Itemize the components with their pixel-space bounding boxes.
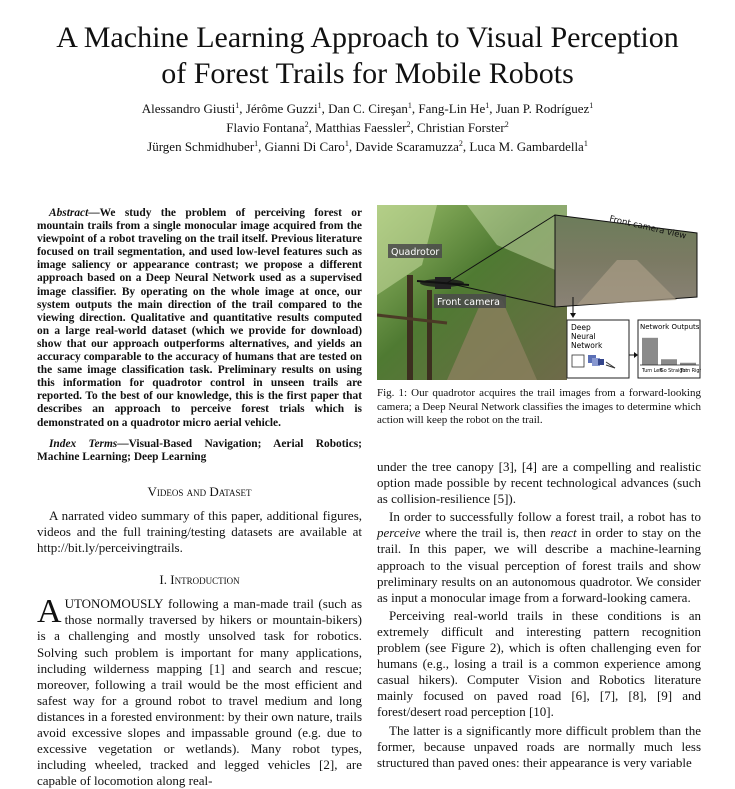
author: Jürgen Schmidhuber: [147, 139, 255, 154]
section-heading-introduction: I. Introduction: [159, 572, 240, 588]
affiliation-mark: 2: [504, 120, 509, 129]
author: Juan P. Rodríguez: [495, 101, 590, 116]
author-line-3: Jürgen Schmidhuber$^1$, Gianni Di Caro$^1$, Davide Scaramuzza$^2$, Luca M. Gambardella$^1$: [147, 139, 588, 154]
dnn-label-2: Neural: [571, 332, 596, 341]
right-column: [377, 459, 701, 771]
affiliation-mark: 1: [583, 139, 588, 148]
affiliation-mark: 2: [458, 139, 463, 148]
drop-cap: A: [37, 593, 62, 631]
affiliation-mark: 1: [317, 101, 322, 110]
paragraph: The latter is a significantly more difficult problem than the former, because unpaved roads are normally much less structured than paved ones: their appearance is very variable: [377, 722, 701, 770]
paper-title: [0, 20, 735, 92]
text-run: where the trail is, then: [420, 525, 551, 541]
paragraph: Perceiving real-world trails in these conditions is an extremely difficult and interesting pattern recognition problem (see Figure 2), which is often challenging even for humans (e.g., losing a trail is a common experience among casual hikers). Computer Vision and Robotics literature mainly focused on paved road [6], [7], [8], [9] and forest/desert road perception [10].: [377, 607, 701, 720]
fence-post: [427, 290, 432, 380]
text-run: in order to stay on the trail. In this paper, we will describe a machine-learning approach to the visual perception of forest trails and show preliminary results on an autonomous quadrotor. We consider as input a monocular image from a forward-looking camera.: [377, 525, 701, 605]
paragraph: [377, 509, 701, 606]
affiliation-mark: 2: [406, 120, 411, 129]
abstract: [37, 207, 362, 430]
affiliation-mark: 1: [589, 101, 594, 110]
fence-post: [407, 275, 413, 380]
emphasis: react: [550, 525, 577, 541]
output-label-straight: Go Straight: [660, 369, 688, 374]
affiliation-mark: 1: [407, 101, 412, 110]
intro-first-word: UTONOMOUSLY: [64, 596, 164, 612]
index-terms: [37, 438, 362, 464]
dnn-label-3: Network: [571, 341, 603, 350]
camera-view-label: Front camera view: [608, 214, 688, 242]
author: Luca M. Gambardella: [469, 139, 584, 154]
figure-1-graphic: [377, 205, 701, 380]
figure-1-caption: Fig. 1: Our quadrotor acquires the trail images from a forward-looking camera; a Deep Neural Network classifies the images to determine which action will keep the robot on the trail.: [377, 387, 701, 426]
dnn-input-square: [572, 355, 584, 367]
author: Flavio Fontana: [226, 120, 305, 135]
left-column: [37, 207, 362, 789]
author: Christian Forster: [416, 120, 505, 135]
intro-paragraph: [37, 593, 362, 789]
emphasis: perceive: [377, 525, 421, 541]
author: Alessandro Giusti: [141, 101, 236, 116]
author: Fang-Lin He: [418, 101, 486, 116]
affiliation-mark: 1: [485, 101, 490, 110]
text-run: In order to successfully follow a forest trail, a robot has to: [389, 509, 701, 525]
quadrotor-label: Quadrotor: [391, 247, 440, 258]
affiliation-mark: 2: [304, 120, 309, 129]
front-camera-label: Front camera: [437, 297, 500, 308]
figure-1: [377, 205, 701, 380]
author: Jérôme Guzzi: [245, 101, 318, 116]
videos-paragraph: A narrated video summary of this paper, additional figures, videos and the full training/testing datasets are available at http://bit.ly/perceivingtrails.: [37, 507, 362, 556]
index-terms-text: —Visual-Based Navigation; Aerial Robotics; Machine Learning; Deep Learning: [37, 437, 362, 463]
output-bar: [661, 359, 677, 365]
title-line-2: of Forest Trails for Mobile Robots: [161, 57, 574, 90]
affiliation-mark: 1: [254, 139, 259, 148]
index-terms-lead: Index Terms: [49, 437, 118, 450]
output-label-right: Turn Rig: [680, 369, 700, 374]
section-heading-videos: Videos and Dataset: [147, 483, 252, 499]
author: Davide Scaramuzza: [355, 139, 459, 154]
abstract-lead: Abstract: [49, 207, 89, 219]
paragraph: under the tree canopy [3], [4] are a compelling and realistic option made possible by recent technological advances (such as collision-resilience [5]).: [377, 459, 701, 507]
author: Dan C. Cireşan: [328, 101, 408, 116]
author-line-1: Alessandro Giusti$^1$, Jérôme Guzzi$^1$, Dan C. Cireşan$^1$, Fang-Lin He$^1$, Juan P. Rodríguez$^1$: [141, 101, 594, 116]
output-label-left: Turn Left: [642, 369, 663, 374]
dnn-label-1: Deep: [571, 323, 591, 332]
arrow-head: [634, 352, 638, 358]
arrow-head: [570, 313, 576, 318]
network-outputs-label: Network Outputs: [640, 323, 700, 331]
output-bar: [642, 338, 658, 365]
author-line-2: Flavio Fontana$^2$, Matthias Faessler$^2$, Christian Forster$^2$: [226, 120, 509, 135]
author-list: [0, 99, 735, 156]
intro-text: following a man-made trail (such as those normally traversed by hikers or mountain-bikers) is a challenging and mostly unsolved task for robotics. Solving such problem is important for many applications, including wilderness mapping [1] and search and rescue; moreover, following a trail would be the most efficient and safest way for a ground robot to travel medium and long distances in a forested environment: by their own nature, trails avoid excessive slopes and impassable ground (e.g. due to excessive vegetation or wetlands). Many robot types, including wheeled, tracked and legged vehicles [2], are capable of locomotion along real-: [37, 596, 362, 789]
affiliation-mark: 1: [235, 101, 240, 110]
abstract-text: —We study the problem of perceiving forest or mountain trails from a single monocular image acquired from the viewpoint of a robot traveling on the trail itself. Previous literature focused on trail segmentation, and used low-level features such as image saliency or appearance contrast; we propose a different approach based on a Deep Neural Network used as a supervised image classifier. By operating on the whole image at once, our system outputs the main direction of the trail compared to the viewing direction. Qualitative and quantitative results computed on a large real-world dataset (which we provide for download) show that our approach outperforms alternatives, and yields an accuracy comparable to the accuracy of humans that are tested on the same image classification task. Preliminary results on using this information for quadrotor control in unseen trails are reported. To the best of our knowledge, this is the first paper that describes an approach to perceive forest trials which is demonstrated on a quadrotor micro aerial vehicle.: [37, 207, 362, 429]
author: Gianni Di Caro: [264, 139, 345, 154]
affiliation-mark: 1: [344, 139, 349, 148]
title-line-1: A Machine Learning Approach to Visual Perception: [56, 21, 679, 54]
author: Matthias Faessler: [315, 120, 407, 135]
